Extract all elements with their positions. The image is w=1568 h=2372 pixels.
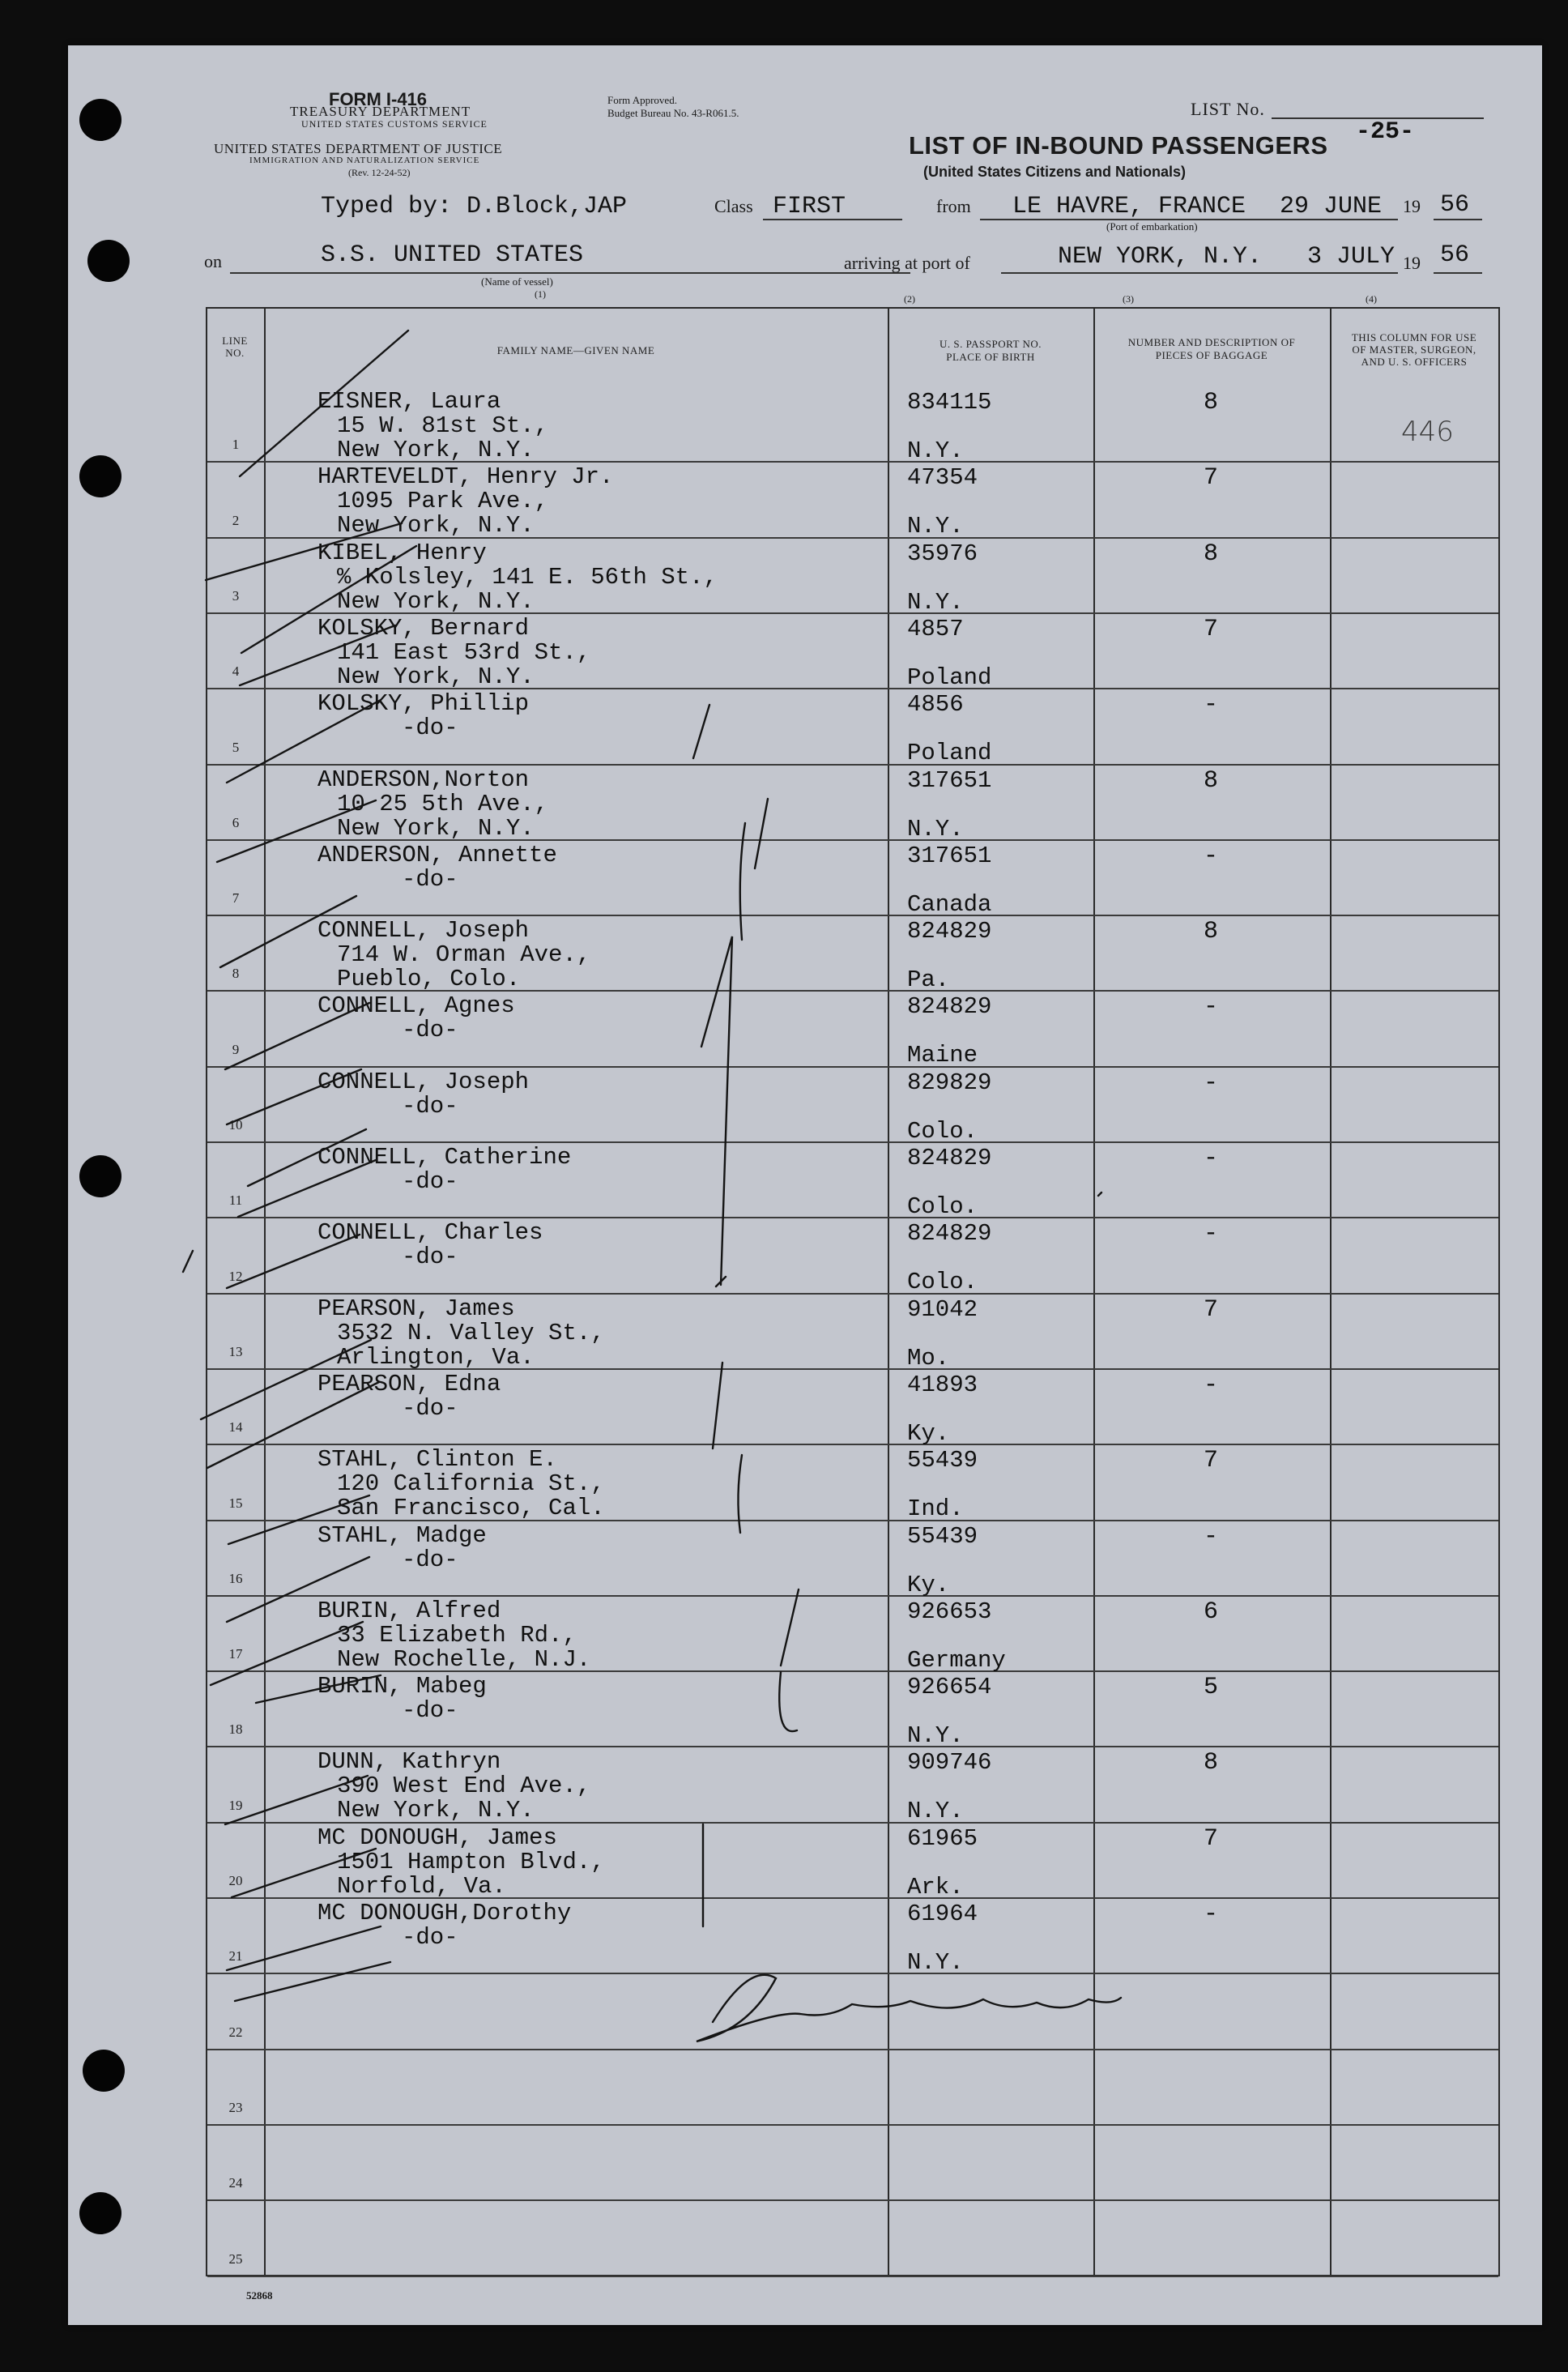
line-number: 17 [228,1646,243,1662]
typed-by: Typed by: D.Block,JAP [321,193,628,220]
manifest-page [68,45,1542,2325]
baggage-count: - [1203,1220,1218,1248]
passenger-name: ANDERSON, Annette [317,841,557,868]
header-officer-3: AND U. S. OFFICERS [1361,356,1468,368]
header-baggage-2: PIECES OF BAGGAGE [1155,349,1268,361]
officer-note-number: 446 [1401,416,1454,448]
binder-hole [79,99,121,141]
passenger-name: KOLSKY, Phillip [317,690,530,718]
baggage-count: - [1203,1069,1218,1097]
passport-number: 61964 [907,1901,978,1927]
passenger-address-line-2: New York, N.Y. [337,663,535,690]
passenger-address-line-1: % Kolsley, 141 E. 56th St., [337,563,718,591]
line-number: 5 [232,739,240,755]
baggage-count: 5 [1203,1674,1218,1702]
col-2-marker: (2) [904,293,915,305]
header-baggage-1: NUMBER AND DESCRIPTION OF [1127,336,1296,348]
passport-number: 4857 [907,615,964,642]
passenger-address-line-1: -do- [402,1244,458,1271]
header-officer-2: OF MASTER, SURGEON, [1352,343,1476,356]
place-of-birth: Mo. [907,1344,950,1372]
place-of-birth: Maine [907,1042,978,1069]
passenger-name: CONNELL, Joseph [317,1068,530,1095]
vessel-name: S.S. UNITED STATES [321,241,584,269]
list-subtitle: (United States Citizens and Nationals) [923,164,1187,180]
line-number: 4 [232,663,240,680]
passenger-name: MC DONOUGH,Dorothy [317,1900,572,1926]
passenger-name: CONNELL, Catherine [317,1144,572,1171]
passport-number: 61965 [907,1824,978,1852]
passenger-name: CONNELL, Agnes [317,992,515,1020]
passenger-address-line-2: New York, N.Y. [337,587,535,615]
binder-hole [79,2192,121,2234]
passenger-name: BURIN, Mabeg [317,1673,487,1700]
line-number: 12 [228,1268,243,1284]
baggage-count: 7 [1203,1295,1218,1324]
arrival-date: 3 JULY [1307,243,1395,271]
passenger-address-line-1: -do- [402,715,458,742]
from-port: LE HAVRE, FRANCE [1012,193,1246,220]
place-of-birth: Poland [907,740,992,767]
line-number: 7 [232,890,240,907]
passenger-address-line-1: -do- [402,1697,458,1725]
customs-service: UNITED STATES CUSTOMS SERVICE [301,118,488,130]
line-number: 16 [228,1570,243,1586]
passenger-address-line-1: 120 California St., [337,1470,605,1498]
passenger-address-line-2: Arlington, Va. [337,1343,535,1371]
baggage-count: 6 [1203,1598,1218,1626]
passenger-name: EISNER, Laura [317,388,501,415]
line-number: 8 [232,966,240,982]
place-of-birth: N.Y. [907,1949,964,1976]
baggage-count: 8 [1203,918,1218,946]
passport-number: 824829 [907,918,992,945]
place-of-birth: Colo. [907,1193,978,1220]
line-number: 15 [228,1495,243,1511]
passenger-address-line-1: -do- [402,1546,458,1573]
place-of-birth: Canada [907,890,992,918]
header-officer-1: THIS COLUMN FOR USE [1351,331,1477,343]
justice-dept: UNITED STATES DEPARTMENT OF JUSTICE [214,141,503,156]
passenger-table [206,307,1500,2276]
form-footer-number: 52868 [246,2289,273,2302]
line-number: 21 [228,1948,243,1965]
passenger-address-line-2: Pueblo, Colo. [337,966,521,993]
passport-number: 926653 [907,1598,992,1625]
baggage-count: - [1203,993,1218,1022]
place-of-birth: N.Y. [907,1722,964,1750]
passenger-address-line-1: 390 West End Ave., [337,1773,591,1800]
baggage-count: - [1203,1522,1218,1551]
budget-bureau: Budget Bureau No. 43-R061.5. [607,107,739,119]
passenger-address-line-1: 10 25 5th Ave., [337,790,549,817]
line-number: 10 [228,1117,243,1133]
form-number: FORM I-416 [329,89,428,109]
line-number: 18 [228,1721,243,1738]
passport-number: 55439 [907,1447,978,1474]
passport-number: 824829 [907,1220,992,1248]
passenger-name: ANDERSON,Norton [317,766,530,793]
header-passport-1: U. S. PASSPORT NO. [940,338,1042,350]
passport-number: 909746 [907,1749,992,1777]
arrival-year-prefix: 19 [1403,253,1421,273]
passenger-address-line-1: -do- [402,1168,458,1195]
passport-number: 41893 [907,1371,978,1398]
line-number: 25 [228,2250,243,2267]
passenger-address-line-1: -do- [402,1017,458,1044]
passenger-address-line-1: 1501 Hampton Blvd., [337,1848,605,1875]
passenger-address-line-1: 33 Elizabeth Rd., [337,1621,577,1649]
passenger-name: PEARSON, James [317,1295,515,1322]
line-number: 14 [228,1419,243,1436]
passport-number: 317651 [907,842,992,869]
passenger-address-line-2: San Francisco, Cal. [337,1495,605,1522]
baggage-count: 7 [1203,464,1218,493]
place-of-birth: Ky. [907,1571,950,1598]
passenger-address-line-1: -do- [402,1394,458,1422]
passport-number: 91042 [907,1295,978,1323]
passport-number: 55439 [907,1522,978,1550]
place-of-birth: N.Y. [907,513,964,540]
from-year: 56 [1440,191,1470,219]
vessel-note: (Name of vessel) [481,275,553,288]
place-of-birth: Germany [907,1646,1006,1674]
passenger-address-line-2: New York, N.Y. [337,814,535,842]
col-3-marker: (3) [1123,293,1134,305]
line-number: 3 [232,587,240,604]
passenger-address-line-1: -do- [402,865,458,893]
baggage-count: 8 [1203,540,1218,568]
line-number: 1 [232,437,240,453]
on-label: on [204,251,222,271]
passport-number: 834115 [907,389,992,416]
passport-number: 35976 [907,540,978,567]
passenger-address-line-1: -do- [402,1092,458,1120]
col-1-marker: (1) [535,288,546,300]
baggage-count: 8 [1203,389,1218,416]
baggage-count: 7 [1203,1447,1218,1475]
place-of-birth: N.Y. [907,437,964,464]
line-number: 2 [232,512,240,528]
class-value: FIRST [773,193,846,220]
line-number: 6 [232,814,240,830]
passenger-name: KOLSKY, Bernard [317,614,530,642]
passport-number: 4856 [907,691,964,719]
from-date: 29 JUNE [1280,193,1383,220]
passenger-address-line-1: 714 W. Orman Ave., [337,941,591,969]
line-number: 22 [228,2024,243,2040]
baggage-count: 7 [1203,1824,1218,1853]
passenger-name: MC DONOUGH, James [317,1824,557,1851]
passenger-name: STAHL, Madge [317,1521,487,1549]
passenger-address-line-1: 141 East 53rd St., [337,638,591,666]
passenger-address-line-2: New Rochelle, N.J. [337,1645,591,1673]
passenger-address-line-1: 15 W. 81st St., [337,412,549,439]
baggage-count: - [1203,691,1218,719]
place-of-birth: Colo. [907,1269,978,1296]
passport-number: 317651 [907,766,992,794]
passenger-name: CONNELL, Charles [317,1219,543,1247]
passport-number: 824829 [907,993,992,1021]
arrival-year: 56 [1440,241,1470,269]
place-of-birth: Colo. [907,1117,978,1145]
passenger-name: CONNELL, Joseph [317,917,530,945]
arrival-port: NEW YORK, N.Y. [1058,243,1263,271]
place-of-birth: Pa. [907,966,950,994]
header-name: FAMILY NAME—GIVEN NAME [496,344,655,356]
col-4-marker: (4) [1366,293,1377,305]
passenger-name: BURIN, Alfred [317,1597,501,1624]
passenger-name: STAHL, Clinton E. [317,1446,557,1474]
binder-hole [83,2050,125,2092]
passenger-address-line-2: Norfold, Va. [337,1872,506,1900]
passenger-address-line-2: New York, N.Y. [337,437,535,463]
arriving-label: arriving at port of [844,253,970,273]
passenger-address-line-2: New York, N.Y. [337,1797,535,1824]
baggage-count: 7 [1203,615,1218,643]
passport-number: 824829 [907,1145,992,1171]
passenger-name: PEARSON, Edna [317,1370,501,1397]
baggage-count: 8 [1203,1749,1218,1777]
treasury-dept: TREASURY DEPARTMENT [290,104,471,119]
passenger-name: KIBEL, Henry [317,539,487,566]
line-number: 9 [232,1041,240,1057]
list-title: LIST OF IN-BOUND PASSENGERS [909,131,1328,160]
binder-hole [87,240,130,282]
place-of-birth: N.Y. [907,815,964,843]
binder-hole [79,455,121,497]
class-label: Class [714,196,753,216]
passport-number: 829829 [907,1069,992,1096]
baggage-count: - [1203,842,1218,870]
baggage-count: - [1203,1371,1218,1399]
list-no-value: -25- [1356,118,1415,146]
line-number: 19 [228,1797,243,1813]
from-label: from [936,196,971,216]
line-number: 23 [228,2099,243,2115]
port-embark-note: (Port of embarkation) [1106,220,1198,233]
form-revision: (Rev. 12-24-52) [348,167,411,178]
binder-hole [79,1155,121,1197]
line-number: 13 [228,1343,243,1359]
place-of-birth: Ky. [907,1419,950,1447]
line-number: 24 [228,2175,243,2191]
from-year-prefix: 19 [1403,196,1421,216]
place-of-birth: N.Y. [907,588,964,616]
passenger-name: HARTEVELDT, Henry Jr. [317,463,614,491]
line-number: 20 [228,1873,243,1888]
passport-number: 926654 [907,1674,992,1701]
form-approved: Form Approved. [607,94,677,106]
place-of-birth: Ark. [907,1873,964,1901]
passenger-address-line-1: 3532 N. Valley St., [337,1319,605,1346]
baggage-count: - [1203,1145,1218,1172]
list-no-label: LIST No. [1191,99,1265,119]
place-of-birth: Poland [907,663,992,691]
place-of-birth: N.Y. [907,1798,964,1825]
line-number: 11 [228,1192,243,1209]
baggage-count: 8 [1203,766,1218,795]
passenger-address-line-1: -do- [402,1924,458,1951]
header-line-no: LINE NO. [222,335,248,359]
passport-number: 47354 [907,464,978,492]
passenger-name: DUNN, Kathryn [317,1748,501,1776]
header-passport-2: PLACE OF BIRTH [946,351,1035,363]
passenger-address-line-1: 1095 Park Ave., [337,488,549,515]
place-of-birth: Ind. [907,1495,964,1523]
baggage-count: - [1203,1901,1218,1928]
ins-service: IMMIGRATION AND NATURALIZATION SERVICE [249,156,480,165]
passenger-address-line-2: New York, N.Y. [337,512,535,540]
